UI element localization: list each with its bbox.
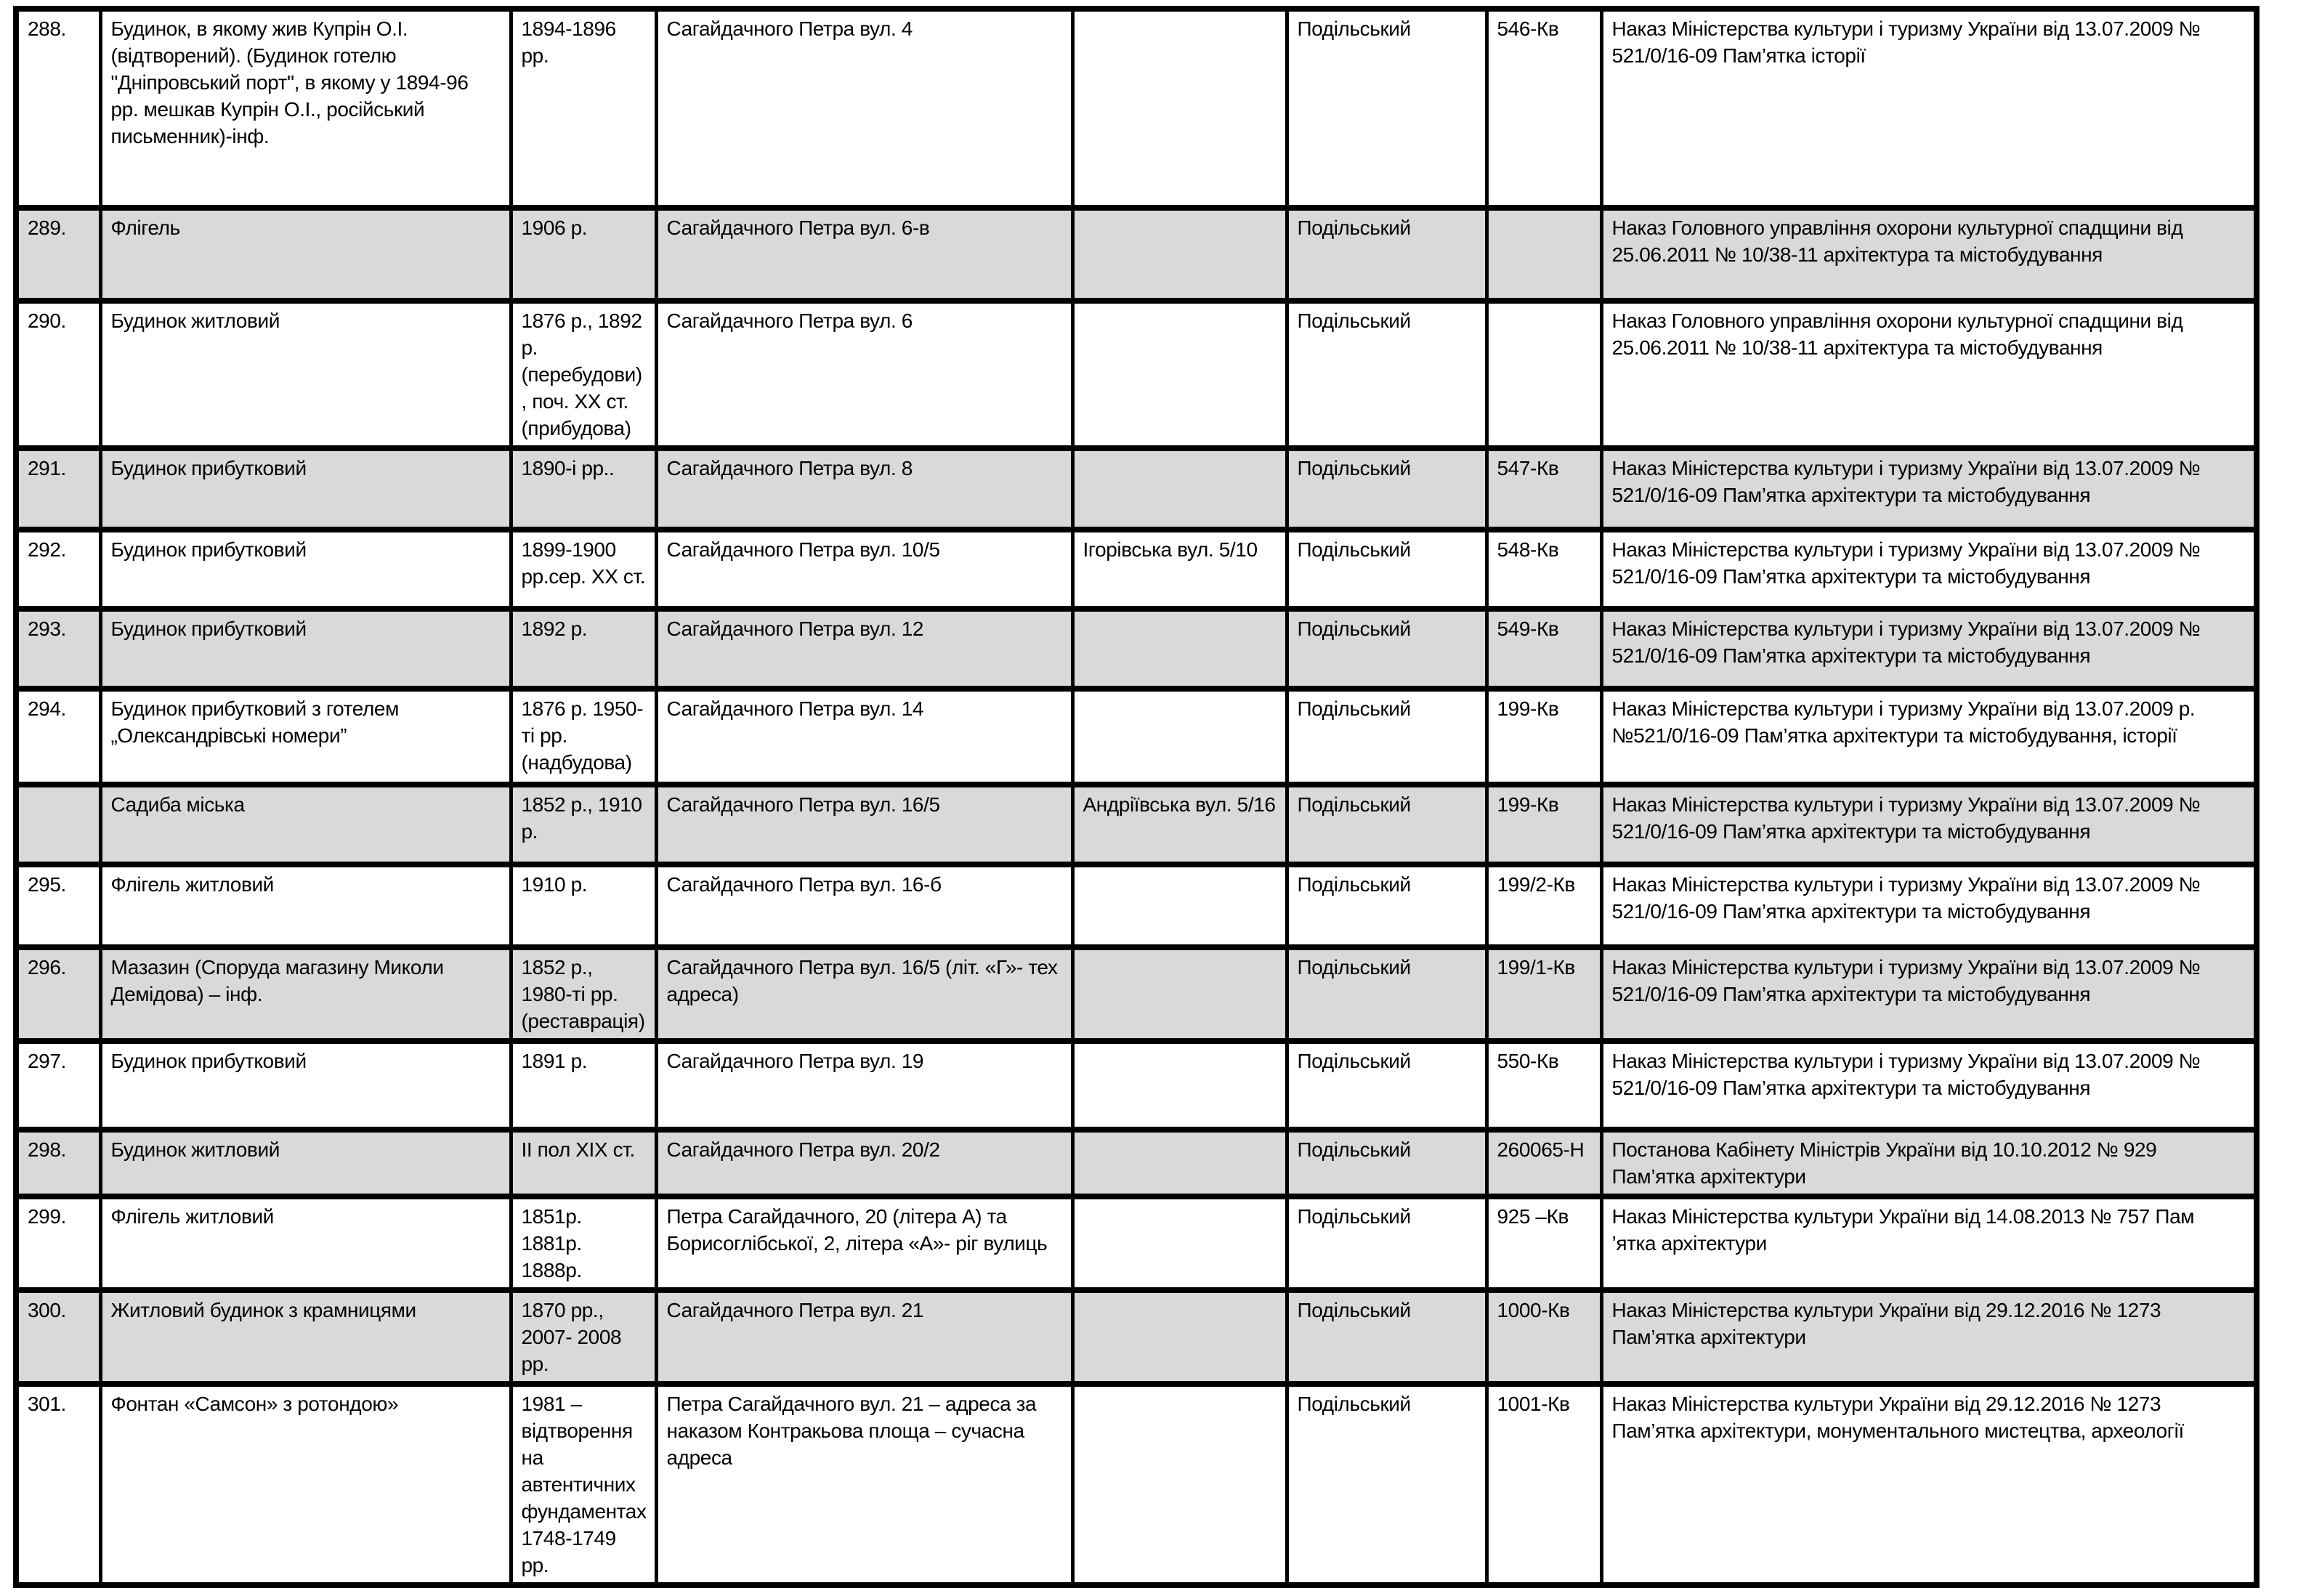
cell-row-number: 290. [16,301,100,448]
table-row [16,689,2257,785]
cell-object-name: Будинок житловий [100,301,511,448]
cell-object-name: Житловий будинок з крамницями [100,1290,511,1384]
cell-address: Сагайдачного Петра вул. 10/5 [656,530,1072,609]
cell-address: Сагайдачного Петра вул. 21 [656,1290,1072,1384]
table-row [16,448,2257,530]
table-row [16,530,2257,609]
cell-row-number: 295. [16,864,100,947]
cell-protection-document: Наказ Міністерства культури України від 29.12.2016 № 1273 Пам’ятка архітектури [1601,1290,2257,1384]
cell-district: Подільський [1287,208,1486,301]
cell-district: Подільський [1287,530,1486,609]
cell-secondary-address [1072,689,1287,785]
cell-protection-number: 260065-Н [1486,1130,1601,1196]
cell-secondary-address [1072,301,1287,448]
cell-object-name: Будинок прибутковий з готелем „Олександрівські номери” [100,689,511,785]
cell-row-number: 296. [16,947,100,1041]
cell-secondary-address [1072,448,1287,530]
table-row [16,1290,2257,1384]
cell-row-number: 301. [16,1384,100,1585]
cell-row-number: 293. [16,609,100,689]
cell-address: Сагайдачного Петра вул. 16/5 (літ. «Г»- тех адреса) [656,947,1072,1041]
cell-dating: 1890-і рр.. [511,448,656,530]
cell-protection-document: Наказ Міністерства культури і туризму України від 13.07.2009 № 521/0/16-09 Пам’ятка історії [1601,9,2257,208]
cell-protection-document: Наказ Міністерства культури і туризму України від 13.07.2009 № 521/0/16-09 Пам’ятка архітектури та містобудування [1601,947,2257,1041]
cell-address: Сагайдачного Петра вул. 6 [656,301,1072,448]
cell-dating: 1906 р. [511,208,656,301]
cell-dating: 1870 рр., 2007- 2008 рр. [511,1290,656,1384]
cell-protection-number: 199-Кв [1486,785,1601,864]
cell-protection-number: 548-Кв [1486,530,1601,609]
cell-address: Сагайдачного Петра вул. 20/2 [656,1130,1072,1196]
cell-protection-document: Наказ Міністерства культури і туризму України від 13.07.2009 № 521/0/16-09 Пам’ятка архітектури та містобудування [1601,448,2257,530]
table-body [16,9,2257,1585]
cell-object-name: Будинок, в якому жив Купрін О.І. (відтворений). (Будинок готелю "Дніпровський порт", в якому у 1894-96 рр. мешкав Купрін О.І., російський письменник)-інф. [100,9,511,208]
cell-protection-document: Наказ Міністерства культури України від 14.08.2013 № 757 Пам ’ятка архітектури [1601,1196,2257,1290]
cell-secondary-address [1072,609,1287,689]
cell-address: Сагайдачного Петра вул. 8 [656,448,1072,530]
cell-secondary-address [1072,1041,1287,1130]
table-row [16,1196,2257,1290]
cell-dating: 1876 р. 1950-ті рр. (надбудова) [511,689,656,785]
cell-protection-number: 550-Кв [1486,1041,1601,1130]
cell-protection-number: 546-Кв [1486,9,1601,208]
cell-secondary-address [1072,9,1287,208]
cell-protection-document: Наказ Міністерства культури і туризму України від 13.07.2009 № 521/0/16-09 Пам’ятка архітектури та містобудування [1601,864,2257,947]
cell-row-number: 297. [16,1041,100,1130]
cell-district: Подільський [1287,785,1486,864]
cell-protection-document: Наказ Міністерства культури і туризму України від 13.07.2009 № 521/0/16-09 Пам’ятка архітектури та містобудування [1601,530,2257,609]
cell-secondary-address [1072,1384,1287,1585]
cell-object-name: Будинок прибутковий [100,530,511,609]
cell-object-name: Будинок прибутковий [100,448,511,530]
cell-district: Подільський [1287,947,1486,1041]
cell-protection-document: Наказ Міністерства культури України від 29.12.2016 № 1273 Пам’ятка архітектури, монументального мистецтва, археології [1601,1384,2257,1585]
cell-secondary-address [1072,1196,1287,1290]
cell-address: Петра Сагайдачного вул. 21 – адреса за наказом Контракьова площа – сучасна адреса [656,1384,1072,1585]
cell-row-number: 300. [16,1290,100,1384]
table-row [16,9,2257,208]
cell-address: Сагайдачного Петра вул. 19 [656,1041,1072,1130]
cell-address: Сагайдачного Петра вул. 4 [656,9,1072,208]
cell-dating: 1852 р., 1980-ті рр. (реставрація) [511,947,656,1041]
cell-protection-number [1486,208,1601,301]
cell-district: Подільський [1287,689,1486,785]
cell-object-name: Флігель житловий [100,864,511,947]
cell-dating: 1891 р. [511,1041,656,1130]
cell-dating: ІІ пол ХІХ ст. [511,1130,656,1196]
cell-object-name: Флігель житловий [100,1196,511,1290]
cell-protection-number: 1000-Кв [1486,1290,1601,1384]
cell-address: Сагайдачного Петра вул. 16/5 [656,785,1072,864]
cell-row-number: 288. [16,9,100,208]
cell-row-number: 294. [16,689,100,785]
table-row [16,1384,2257,1585]
cell-dating: 1899-1900 рр.сер. ХХ ст. [511,530,656,609]
cell-district: Подільський [1287,301,1486,448]
cell-object-name: Будинок прибутковий [100,609,511,689]
cell-row-number: 292. [16,530,100,609]
table-row [16,609,2257,689]
cell-district: Подільський [1287,1130,1486,1196]
cell-row-number: 299. [16,1196,100,1290]
cell-row-number: 291. [16,448,100,530]
cell-protection-document: Постанова Кабінету Міністрів України від 10.10.2012 № 929 Пам’ятка архітектури [1601,1130,2257,1196]
table-row [16,301,2257,448]
cell-address: Петра Сагайдачного, 20 (літера А) та Борисоглібської, 2, літера «А»- ріг вулиць [656,1196,1072,1290]
cell-protection-number: 547-Кв [1486,448,1601,530]
cell-dating: 1910 р. [511,864,656,947]
cell-district: Подільський [1287,864,1486,947]
cell-row-number: 289. [16,208,100,301]
cell-object-name: Садиба міська [100,785,511,864]
cell-secondary-address: Ігорівська вул. 5/10 [1072,530,1287,609]
cell-dating: 1852 р., 1910 р. [511,785,656,864]
cell-row-number: 298. [16,1130,100,1196]
cell-object-name: Будинок прибутковий [100,1041,511,1130]
cell-protection-document: Наказ Міністерства культури і туризму України від 13.07.2009 р. №521/0/16-09 Пам’ятка архітектури та містобудування, історії [1601,689,2257,785]
cell-secondary-address [1072,864,1287,947]
cell-secondary-address: Андріївська вул. 5/16 [1072,785,1287,864]
cell-object-name: Фонтан «Самсон» з ротондою» [100,1384,511,1585]
cell-protection-number: 199/1-Кв [1486,947,1601,1041]
table-row [16,864,2257,947]
cell-object-name: Мазазин (Споруда магазину Миколи Демідова) – інф. [100,947,511,1041]
cell-district: Подільський [1287,1290,1486,1384]
cell-protection-number: 199/2-Кв [1486,864,1601,947]
cell-district: Подільський [1287,1384,1486,1585]
table-row [16,208,2257,301]
cell-protection-number: 199-Кв [1486,689,1601,785]
cell-district: Подільський [1287,609,1486,689]
cell-address: Сагайдачного Петра вул. 16-б [656,864,1072,947]
cell-address: Сагайдачного Петра вул. 6-в [656,208,1072,301]
cell-protection-document: Наказ Головного управління охорони культурної спадщини від 25.06.2011 № 10/38-11 архітектура та містобудування [1601,208,2257,301]
cell-row-number [16,785,100,864]
cell-dating: 1892 р. [511,609,656,689]
table-row [16,947,2257,1041]
cell-protection-number [1486,301,1601,448]
cell-secondary-address [1072,947,1287,1041]
cell-address: Сагайдачного Петра вул. 12 [656,609,1072,689]
cell-district: Подільський [1287,1041,1486,1130]
cell-dating: 1981 – відтворення на автентичних фундаментах 1748-1749 рр. [511,1384,656,1585]
cell-protection-number: 925 –Кв [1486,1196,1601,1290]
cell-dating: 1876 р., 1892 р.(перебудови), поч. ХХ ст. (прибудова) [511,301,656,448]
table-row [16,1130,2257,1196]
cell-address: Сагайдачного Петра вул. 14 [656,689,1072,785]
cell-district: Подільський [1287,448,1486,530]
cell-district: Подільський [1287,9,1486,208]
cell-protection-document: Наказ Міністерства культури і туризму України від 13.07.2009 № 521/0/16-09 Пам’ятка архітектури та містобудування [1601,1041,2257,1130]
cell-secondary-address [1072,1130,1287,1196]
cell-protection-document: Наказ Головного управління охорони культурної спадщини від 25.06.2011 № 10/38-11 архітектура та містобудування [1601,301,2257,448]
cell-protection-number: 549-Кв [1486,609,1601,689]
cell-object-name: Флігель [100,208,511,301]
heritage-registry-table [13,6,2260,1588]
cell-protection-document: Наказ Міністерства культури і туризму України від 13.07.2009 № 521/0/16-09 Пам’ятка архітектури та містобудування [1601,785,2257,864]
cell-secondary-address [1072,1290,1287,1384]
cell-protection-document: Наказ Міністерства культури і туризму України від 13.07.2009 № 521/0/16-09 Пам’ятка архітектури та містобудування [1601,609,2257,689]
cell-district: Подільський [1287,1196,1486,1290]
table-row [16,785,2257,864]
cell-dating: 1894-1896 рр. [511,9,656,208]
cell-secondary-address [1072,208,1287,301]
table-row [16,1041,2257,1130]
cell-protection-number: 1001-Кв [1486,1384,1601,1585]
cell-dating: 1851р. 1881р. 1888р. [511,1196,656,1290]
cell-object-name: Будинок житловий [100,1130,511,1196]
